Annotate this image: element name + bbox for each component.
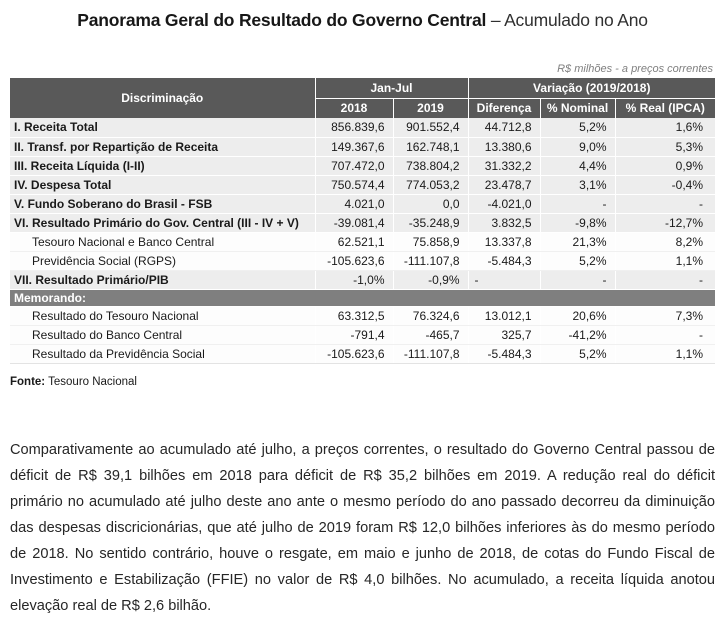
- row-label: IV. Despesa Total: [10, 175, 315, 194]
- row-label: Resultado do Tesouro Nacional: [10, 306, 315, 325]
- table-row: [10, 270, 715, 289]
- row-label: Previdência Social (RGPS): [10, 251, 315, 270]
- table-row: [10, 325, 715, 344]
- table-row: [10, 156, 715, 175]
- value-2018: -791,4: [315, 325, 393, 344]
- memo-band-label: Memorando:: [10, 289, 715, 306]
- col-header-nominal: % Nominal: [540, 98, 615, 118]
- value-nominal: 5,2%: [540, 118, 615, 137]
- value-real: 7,3%: [615, 306, 715, 325]
- table-row: [10, 306, 715, 325]
- value-real: 8,2%: [615, 232, 715, 251]
- value-nominal: 4,4%: [540, 156, 615, 175]
- table-row: [10, 344, 715, 363]
- col-group-variation: Variação (2019/2018): [468, 78, 715, 98]
- value-difference: -4.021,0: [468, 194, 540, 213]
- value-real: 5,3%: [615, 137, 715, 156]
- col-header-difference: Diferença: [468, 98, 540, 118]
- value-2019: -111.107,8: [393, 344, 468, 363]
- commentary-paragraph: Comparativamente ao acumulado até julho, a preços correntes, o resultado do Governo Central passou de déficit de R$ 39,1 bilhões em 2018 para déficit de R$ 35,2 bilhões em 2019. A redução real do déficit primário no acumulado até julho deste ano ante o mesmo período do ano passado decorreu da diminuição das despesas discricionárias, que até julho de 2019 foram R$ 12,0 bilhões inferiores às do mesmo período de 2018. No sentido contrário, houve o resgate, em maio e junho de 2018, de cotas do Fundo Fiscal de Investimento e Estabilização (FFIE) no valor de R$ 4,0 bilhões. No acumulado, a receita líquida anotou elevação real de R$ 2,6 bilhão.: [10, 441, 715, 614]
- row-label: II. Transf. por Repartição de Receita: [10, 137, 315, 156]
- value-real: -0,4%: [615, 175, 715, 194]
- value-real: -: [615, 325, 715, 344]
- table-row: [10, 251, 715, 270]
- value-difference: 23.478,7: [468, 175, 540, 194]
- value-2018: 63.312,5: [315, 306, 393, 325]
- value-real: 0,9%: [615, 156, 715, 175]
- row-label: Resultado da Previdência Social: [10, 344, 315, 363]
- value-difference: 13.012,1: [468, 306, 540, 325]
- value-real: -12,7%: [615, 213, 715, 232]
- col-group-jan-jul: Jan-Jul: [315, 78, 468, 98]
- value-real: 1,1%: [615, 251, 715, 270]
- value-2019: -111.107,8: [393, 251, 468, 270]
- row-label: VII. Resultado Primário/PIB: [10, 270, 315, 289]
- value-2018: 149.367,6: [315, 137, 393, 156]
- value-2019: 76.324,6: [393, 306, 468, 325]
- value-real: -: [615, 270, 715, 289]
- source-note: [10, 376, 715, 388]
- value-2018: 856.839,6: [315, 118, 393, 137]
- value-difference: 31.332,2: [468, 156, 540, 175]
- fiscal-results-table: [10, 78, 715, 364]
- value-difference: 13.380,6: [468, 137, 540, 156]
- value-nominal: 5,2%: [540, 344, 615, 363]
- value-real: -: [615, 194, 715, 213]
- table-body: [10, 118, 715, 363]
- value-difference: 3.832,5: [468, 213, 540, 232]
- row-label: V. Fundo Soberano do Brasil - FSB: [10, 194, 315, 213]
- value-nominal: 9,0%: [540, 137, 615, 156]
- value-2018: 4.021,0: [315, 194, 393, 213]
- table-row: [10, 118, 715, 137]
- page-title: [10, 10, 715, 31]
- page-title-suffix: – Acumulado no Ano: [486, 10, 648, 30]
- value-difference: 325,7: [468, 325, 540, 344]
- table-row: [10, 194, 715, 213]
- value-difference: 44.712,8: [468, 118, 540, 137]
- table-row: [10, 232, 715, 251]
- value-difference: -5.484,3: [468, 344, 540, 363]
- value-2019: -0,9%: [393, 270, 468, 289]
- report-page: [0, 10, 725, 619]
- value-2019: 774.053,2: [393, 175, 468, 194]
- source-value: Tesouro Nacional: [45, 375, 137, 388]
- value-nominal: 5,2%: [540, 251, 615, 270]
- value-nominal: -9,8%: [540, 213, 615, 232]
- value-2018: 750.574,4: [315, 175, 393, 194]
- header-group-row: [10, 78, 715, 98]
- value-2018: -1,0%: [315, 270, 393, 289]
- value-nominal: -: [540, 194, 615, 213]
- value-difference: -5.484,3: [468, 251, 540, 270]
- value-2018: -105.623,6: [315, 251, 393, 270]
- table-row: [10, 137, 715, 156]
- value-2019: 75.858,9: [393, 232, 468, 251]
- value-2019: -35.248,9: [393, 213, 468, 232]
- col-header-real-ipca: % Real (IPCA): [615, 98, 715, 118]
- row-label: Tesouro Nacional e Banco Central: [10, 232, 315, 251]
- value-difference: -: [468, 270, 540, 289]
- value-2019: 162.748,1: [393, 137, 468, 156]
- col-header-2019: 2019: [393, 98, 468, 118]
- table-header: [10, 78, 715, 118]
- value-real: 1,1%: [615, 344, 715, 363]
- units-note: R$ milhões - a preços correntes: [557, 63, 713, 75]
- value-2018: 707.472,0: [315, 156, 393, 175]
- value-nominal: 3,1%: [540, 175, 615, 194]
- value-2019: 738.804,2: [393, 156, 468, 175]
- row-label: VI. Resultado Primário do Gov. Central (III - IV + V): [10, 213, 315, 232]
- value-nominal: 21,3%: [540, 232, 615, 251]
- value-2018: -39.081,4: [315, 213, 393, 232]
- value-2018: -105.623,6: [315, 344, 393, 363]
- value-2019: 901.552,4: [393, 118, 468, 137]
- col-header-2018: 2018: [315, 98, 393, 118]
- table-row: [10, 175, 715, 194]
- value-2019: 0,0: [393, 194, 468, 213]
- row-label: I. Receita Total: [10, 118, 315, 137]
- source-label: Fonte:: [10, 375, 46, 388]
- value-nominal: 20,6%: [540, 306, 615, 325]
- value-2018: 62.521,1: [315, 232, 393, 251]
- value-nominal: -41,2%: [540, 325, 615, 344]
- table-row: [10, 213, 715, 232]
- value-real: 1,6%: [615, 118, 715, 137]
- col-header-discrimination: Discriminação: [10, 78, 315, 118]
- row-label: Resultado do Banco Central: [10, 325, 315, 344]
- value-nominal: -: [540, 270, 615, 289]
- value-2019: -465,7: [393, 325, 468, 344]
- page-title-main: Panorama Geral do Resultado do Governo Central: [77, 10, 487, 30]
- row-label: III. Receita Líquida (I-II): [10, 156, 315, 175]
- memo-band-row: [10, 289, 715, 306]
- value-difference: 13.337,8: [468, 232, 540, 251]
